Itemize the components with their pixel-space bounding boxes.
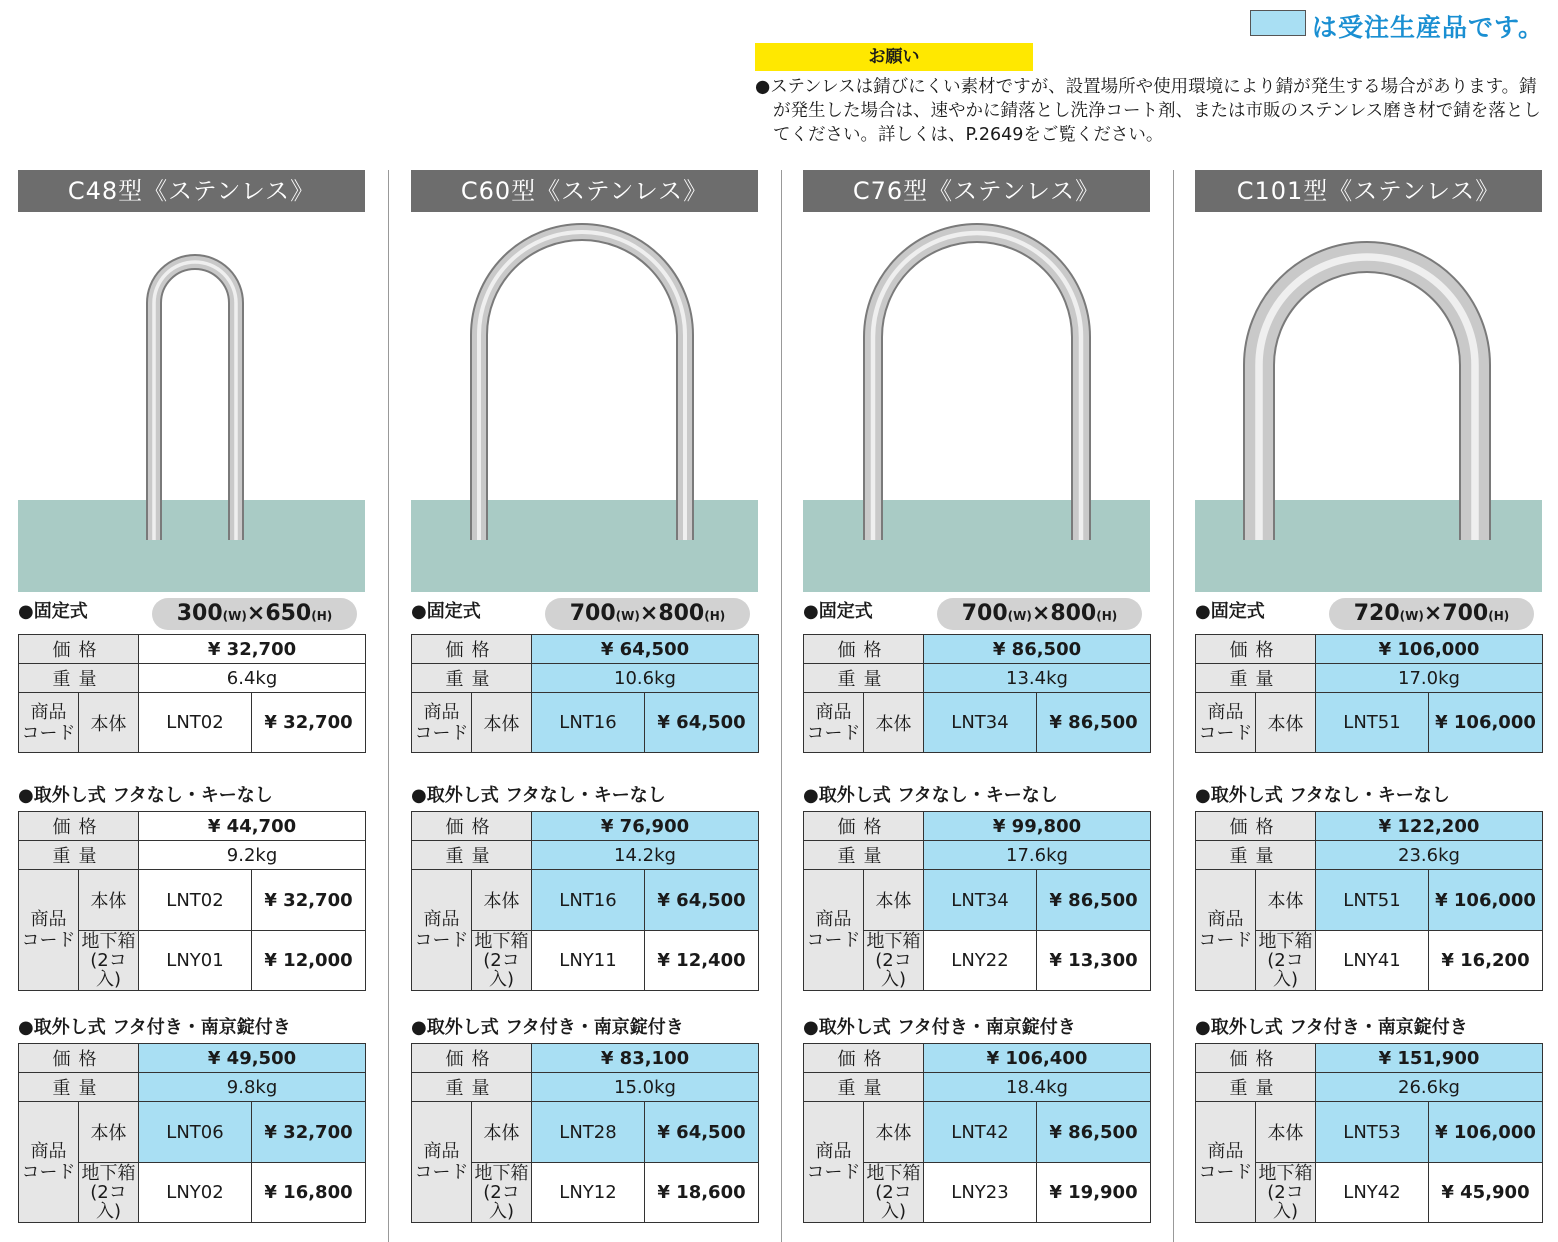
spec-table: 価格 ¥ 76,900 重量 14.2kg 商品 コード 本体 LNT16 ¥ 64,500 地下箱 (2コ入) LNY11 ¥ 12,400 (411, 811, 759, 991)
price-value: ¥ 86,500 (924, 635, 1151, 664)
box-code: LNY12 (532, 1163, 645, 1223)
body-code: LNT34 (924, 693, 1037, 753)
box-price: ¥ 18,600 (645, 1163, 759, 1223)
box-price: ¥ 12,400 (645, 931, 759, 991)
box-code: LNY41 (1316, 931, 1429, 991)
body-code: LNT51 (1316, 693, 1429, 753)
spec-table: 価格 ¥ 32,700 重量 6.4kg 商品 コード 本体 LNT02 ¥ 32,700 (18, 634, 366, 753)
fixed-section (1195, 598, 1542, 753)
section-title: ●取外し式 フタなし・キーなし (411, 785, 666, 806)
size-badge: 720(W)×700(H) (1329, 598, 1534, 630)
size-badge: 700(W)×800(H) (545, 598, 750, 630)
removable-lock-section (1195, 1014, 1542, 1223)
section-title: ●取外し式 フタなし・キーなし (803, 785, 1058, 806)
price-value: ¥ 32,700 (139, 635, 366, 664)
section-title: ●取外し式 フタ付き・南京錠付き (18, 1017, 291, 1038)
spec-table: 価格 ¥ 99,800 重量 17.6kg 商品 コード 本体 LNT34 ¥ 86,500 地下箱 (2コ入) LNY22 ¥ 13,300 (803, 811, 1151, 991)
removable-nolock-section (803, 782, 1150, 991)
product-photo (1195, 212, 1542, 549)
body-price: ¥ 64,500 (645, 693, 759, 753)
product-column (18, 170, 365, 1222)
price-value: ¥ 44,700 (139, 812, 366, 841)
body-code: LNT02 (139, 693, 252, 753)
section-title: ●取外し式 フタ付き・南京錠付き (1195, 1017, 1468, 1038)
box-code: LNY22 (924, 931, 1037, 991)
spec-table: 価格 ¥ 86,500 重量 13.4kg 商品 コード 本体 LNT34 ¥ 86,500 (803, 634, 1151, 753)
body-code: LNT51 (1316, 870, 1429, 931)
column-divider (781, 170, 782, 1242)
box-code: LNY42 (1316, 1163, 1429, 1223)
body-code: LNT42 (924, 1102, 1037, 1163)
weight-value: 14.2kg (532, 841, 759, 870)
fixed-section (18, 598, 365, 753)
spec-table: 価格 ¥ 106,000 重量 17.0kg 商品 コード 本体 LNT51 ¥ 106,000 (1195, 634, 1543, 753)
legend-text: は受注生産品です。 (1312, 13, 1545, 42)
section-title: ●取外し式 フタ付き・南京錠付き (803, 1017, 1076, 1038)
body-code: LNT02 (139, 870, 252, 931)
box-price: ¥ 12,000 (252, 931, 366, 991)
box-price: ¥ 16,200 (1429, 931, 1543, 991)
weight-value: 17.0kg (1316, 664, 1543, 693)
weight-value: 13.4kg (924, 664, 1151, 693)
price-value: ¥ 151,900 (1316, 1044, 1543, 1073)
body-code: LNT53 (1316, 1102, 1429, 1163)
bollard-image (411, 212, 758, 549)
weight-value: 10.6kg (532, 664, 759, 693)
body-code: LNT06 (139, 1102, 252, 1163)
removable-lock-section (803, 1014, 1150, 1223)
fixed-section (803, 598, 1150, 753)
product-column (803, 170, 1150, 1222)
weight-value: 6.4kg (139, 664, 366, 693)
body-price: ¥ 32,700 (252, 1102, 366, 1163)
bollard-image (803, 212, 1150, 549)
column-divider (1173, 170, 1174, 1242)
spec-table: 価格 ¥ 151,900 重量 26.6kg 商品 コード 本体 LNT53 ¥ 106,000 地下箱 (2コ入) LNY42 ¥ 45,900 (1195, 1043, 1543, 1223)
weight-value: 17.6kg (924, 841, 1151, 870)
spec-table: 価格 ¥ 49,500 重量 9.8kg 商品 コード 本体 LNT06 ¥ 32,700 地下箱 (2コ入) LNY02 ¥ 16,800 (18, 1043, 366, 1223)
size-badge: 300(W)×650(H) (152, 598, 357, 630)
price-value: ¥ 64,500 (532, 635, 759, 664)
box-price: ¥ 19,900 (1037, 1163, 1151, 1223)
notice-box (755, 43, 1545, 147)
box-price: ¥ 16,800 (252, 1163, 366, 1223)
section-title: ●固定式 (411, 601, 481, 622)
spec-table: 価格 ¥ 44,700 重量 9.2kg 商品 コード 本体 LNT02 ¥ 32,700 地下箱 (2コ入) LNY01 ¥ 12,000 (18, 811, 366, 991)
body-code: LNT34 (924, 870, 1037, 931)
spec-table: 価格 ¥ 106,400 重量 18.4kg 商品 コード 本体 LNT42 ¥ 86,500 地下箱 (2コ入) LNY23 ¥ 19,900 (803, 1043, 1151, 1223)
product-title: C48型《ステンレス》 (18, 170, 365, 212)
product-title: C60型《ステンレス》 (411, 170, 758, 212)
price-value: ¥ 99,800 (924, 812, 1151, 841)
spec-table: 価格 ¥ 122,200 重量 23.6kg 商品 コード 本体 LNT51 ¥ 106,000 地下箱 (2コ入) LNY41 ¥ 16,200 (1195, 811, 1543, 991)
section-title: ●固定式 (18, 601, 88, 622)
body-code: LNT16 (532, 870, 645, 931)
body-price: ¥ 106,000 (1429, 1102, 1543, 1163)
weight-value: 9.2kg (139, 841, 366, 870)
notice-title: お願い (755, 43, 1033, 71)
box-price: ¥ 45,900 (1429, 1163, 1543, 1223)
removable-lock-section (411, 1014, 758, 1223)
box-code: LNY02 (139, 1163, 252, 1223)
weight-value: 18.4kg (924, 1073, 1151, 1102)
product-title: C101型《ステンレス》 (1195, 170, 1542, 212)
notice-body: ●ステンレスは錆びにくい素材ですが、設置場所や使用環境により錆が発生する場合があります。錆が発生した場合は、速やかに錆落とし洗浄コート剤、または市販のステンレス磨き材で錆を落としてください。詳しくは、P.2649をご覧ください。 (755, 77, 1541, 145)
section-title: ●固定式 (1195, 601, 1265, 622)
price-value: ¥ 106,400 (924, 1044, 1151, 1073)
price-value: ¥ 106,000 (1316, 635, 1543, 664)
box-code: LNY11 (532, 931, 645, 991)
product-title: C76型《ステンレス》 (803, 170, 1150, 212)
section-title: ●取外し式 フタなし・キーなし (1195, 785, 1450, 806)
order-legend (1250, 10, 1550, 42)
body-price: ¥ 32,700 (252, 870, 366, 931)
product-photo (803, 212, 1150, 549)
product-photo (411, 212, 758, 549)
fixed-section (411, 598, 758, 753)
removable-lock-section (18, 1014, 365, 1223)
removable-nolock-section (1195, 782, 1542, 991)
weight-value: 23.6kg (1316, 841, 1543, 870)
price-value: ¥ 76,900 (532, 812, 759, 841)
product-photo (18, 212, 365, 549)
weight-value: 15.0kg (532, 1073, 759, 1102)
body-price: ¥ 106,000 (1429, 870, 1543, 931)
box-code: LNY23 (924, 1163, 1037, 1223)
bollard-image (1195, 212, 1542, 549)
price-value: ¥ 83,100 (532, 1044, 759, 1073)
price-value: ¥ 49,500 (139, 1044, 366, 1073)
section-title: ●固定式 (803, 601, 873, 622)
price-value: ¥ 122,200 (1316, 812, 1543, 841)
body-price: ¥ 32,700 (252, 693, 366, 753)
weight-value: 26.6kg (1316, 1073, 1543, 1102)
body-price: ¥ 86,500 (1037, 1102, 1151, 1163)
body-price: ¥ 64,500 (645, 870, 759, 931)
product-column (411, 170, 758, 1222)
spec-table: 価格 ¥ 64,500 重量 10.6kg 商品 コード 本体 LNT16 ¥ 64,500 (411, 634, 759, 753)
box-code: LNY01 (139, 931, 252, 991)
size-badge: 700(W)×800(H) (937, 598, 1142, 630)
weight-value: 9.8kg (139, 1073, 366, 1102)
spec-table: 価格 ¥ 83,100 重量 15.0kg 商品 コード 本体 LNT28 ¥ 64,500 地下箱 (2コ入) LNY12 ¥ 18,600 (411, 1043, 759, 1223)
body-price: ¥ 86,500 (1037, 870, 1151, 931)
section-title: ●取外し式 フタなし・キーなし (18, 785, 273, 806)
body-price: ¥ 64,500 (645, 1102, 759, 1163)
body-price: ¥ 86,500 (1037, 693, 1151, 753)
removable-nolock-section (18, 782, 365, 991)
bollard-image (18, 212, 365, 549)
body-code: LNT16 (532, 693, 645, 753)
section-title: ●取外し式 フタ付き・南京錠付き (411, 1017, 684, 1038)
column-divider (388, 170, 389, 1242)
body-code: LNT28 (532, 1102, 645, 1163)
box-price: ¥ 13,300 (1037, 931, 1151, 991)
product-column (1195, 170, 1542, 1222)
removable-nolock-section (411, 782, 758, 991)
legend-swatch (1250, 10, 1306, 36)
body-price: ¥ 106,000 (1429, 693, 1543, 753)
